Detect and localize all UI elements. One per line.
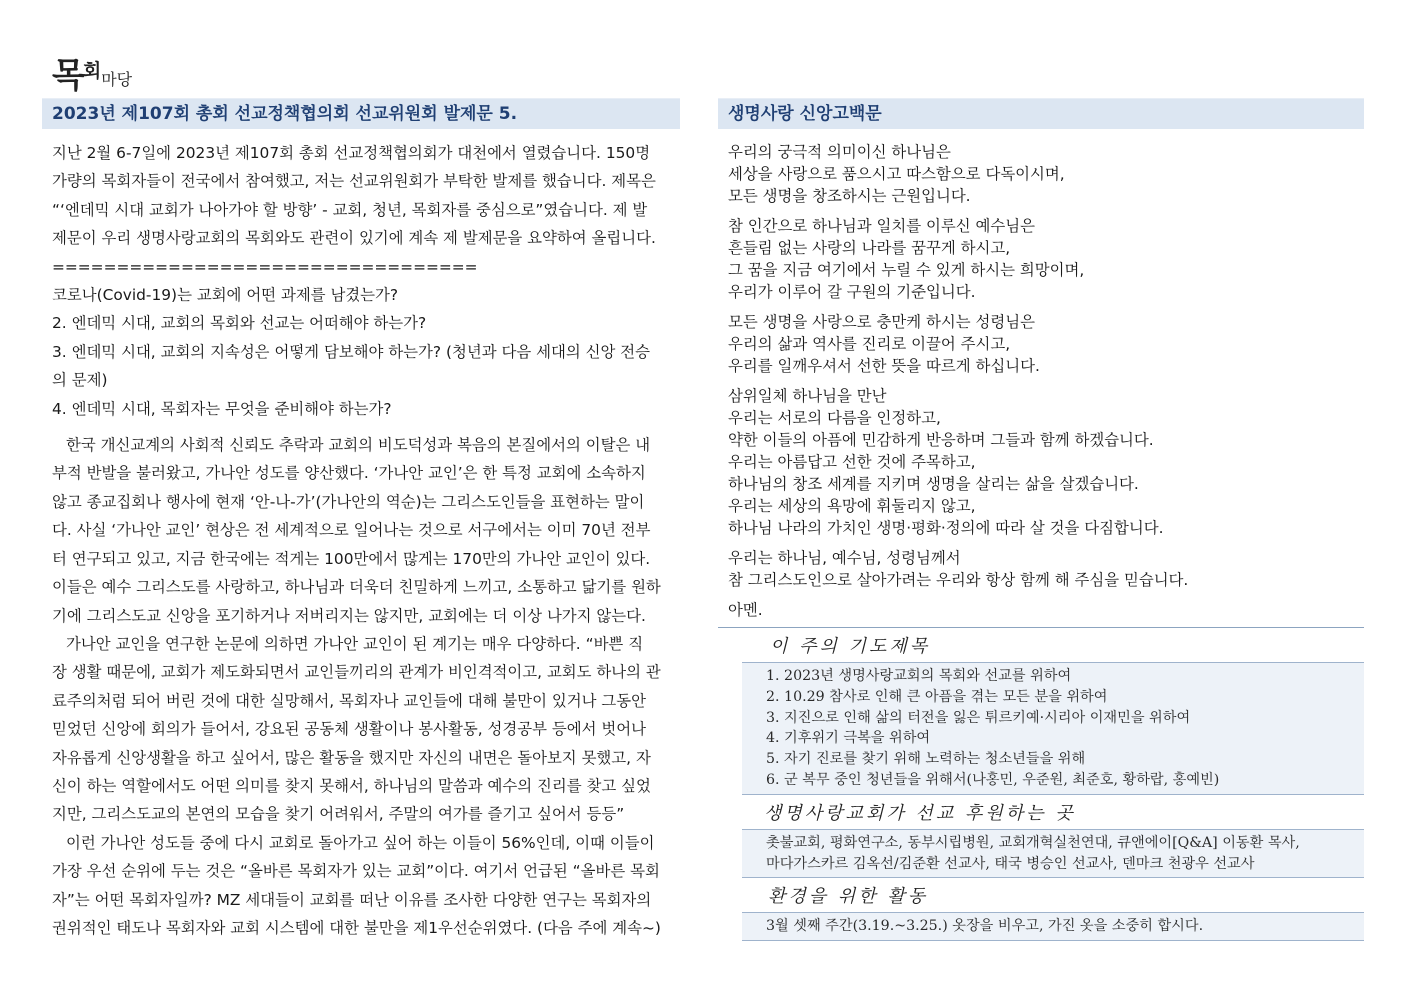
intro-line: 지난 2월 6-7일에 2023년 제107회 총회 선교정책협의회가 대천에서 열렸습니다. 150명 — [52, 144, 651, 162]
para2-line: 신이 하는 역할에서도 어떤 의미를 찾지 못해서, 하나님의 말씀과 예수의 진리를 찾고 싶었 — [52, 776, 651, 795]
mission-title: 생명사랑교회가 선교 후원하는 곳 — [764, 802, 1076, 824]
creed-line: 우리는 하나님, 예수님, 성령님께서 — [728, 549, 961, 567]
para1-line: 다. 사실 ‘가나안 교인’ 현상은 전 세계적으로 일어나는 것으로 서구에서는 이미 70년 전부 — [52, 521, 651, 540]
para2-line: 믿었던 신앙에 회의가 들어서, 강요된 공동체 생활이나 봉사활동, 성경공부 등에서 벗어나 — [52, 720, 646, 739]
creed-line: 흔들림 없는 사랑의 나라를 꿈꾸게 하시고, — [728, 239, 1011, 257]
right-column — [718, 98, 1364, 941]
question-line: 코로나(Covid-19)는 교회에 어떤 과제를 남겼는가? — [52, 286, 399, 305]
question-line: 의 문제) — [52, 371, 108, 390]
question-line: 4. 엔데믹 시대, 목회자는 무엇을 준비해야 하는가? — [52, 399, 392, 418]
prayer-item: 2. 10.29 참사로 인해 큰 아픔을 겪는 모든 분을 위하여 — [766, 688, 1108, 705]
creed-amen — [728, 599, 1364, 621]
para2-line: 자유롭게 신앙생활을 하고 싶어서, 많은 활동을 했지만 자신의 내면은 돌아보지 못했고, 자 — [52, 748, 651, 767]
creed-line: 약한 이들의 아픔에 민감하게 반응하며 그들과 함께 하겠습니다. — [728, 431, 1154, 449]
environment-item: 3월 셋째 주간(3.19.~3.25.) 옷장을 비우고, 가진 옷을 소중히 합시다. — [766, 918, 1204, 935]
creed-line: 삼위일체 하나님을 만난 — [728, 387, 887, 405]
mission-box — [718, 795, 1364, 879]
intro-line: “‘엔데믹 시대 교회가 나아가야 할 방향’ - 교회, 청년, 목회자를 중심으로”였습니다. 제 발 — [52, 200, 648, 219]
creed-stanza — [728, 385, 1364, 539]
left-column — [42, 98, 680, 942]
question-line: 2. 엔데믹 시대, 교회의 목회와 선교는 어떠해야 하는가? — [52, 314, 427, 333]
creed-line: 우리는 서로의 다름을 인정하고, — [728, 409, 941, 427]
intro-line: 제문이 우리 생명사랑교회의 목회와도 관련이 있기에 계속 제 발제문을 요약하여 올립니다. — [52, 229, 656, 248]
environment-list — [742, 912, 1364, 941]
creed-stanza — [728, 215, 1364, 303]
left-body — [42, 139, 680, 942]
creed-line: 그 꿈을 지금 여기에서 누릴 수 있게 하시는 희망이며, — [728, 261, 1085, 279]
left-section-heading: 2023년 제107회 총회 선교정책협의회 선교위원회 발제문 5. — [42, 98, 680, 129]
prayer-box — [718, 627, 1364, 795]
mission-list — [742, 829, 1364, 879]
prayer-list — [742, 662, 1364, 795]
para1-line: 터 연구되고 있고, 지금 한국에는 적게는 100만에서 많게는 170만의 가나안 교인이 있다. — [52, 549, 651, 568]
creed-line: 우리를 일깨우셔서 선한 뜻을 따르게 하십니다. — [728, 357, 1040, 375]
para2-line: 지만, 그리스도교의 본연의 모습을 찾기 어려워서, 주말의 여가를 즐기고 싶어서 등등” — [52, 805, 625, 824]
creed-body — [718, 141, 1364, 621]
para2-line: 료주의처럼 되어 버린 것에 대한 실망해서, 목회자나 교인들에 대해 불만이 있거나 그동안 — [52, 691, 646, 710]
prayer-item: 1. 2023년 생명사랑교회의 목회와 선교를 위하여 — [766, 668, 1072, 684]
creed-line: 우리는 아름답고 선한 것에 주목하고, — [728, 453, 976, 471]
para2-line: 장 생활 때문에, 교회가 제도화되면서 교인들끼리의 관계가 비인격적이고, 교회도 하나의 관 — [52, 663, 661, 682]
mission-item: 촛불교회, 평화연구소, 동부시립병원, 교회개혁실천연대, 큐앤에이[Q&A] 이동환 목사, — [766, 834, 1300, 851]
prayer-item: 6. 군 복무 중인 청년들을 위해서(나홍민, 우준원, 최준호, 황하랍, 홍예빈) — [766, 771, 1220, 788]
environment-box — [718, 878, 1364, 941]
logo-char-hoe: 회 — [82, 60, 102, 82]
creed-line: 우리의 삶과 역사를 진리로 이끌어 주시고, — [728, 335, 1011, 353]
prayer-title: 이 주의 기도제목 — [770, 636, 931, 657]
column-logo — [52, 48, 132, 98]
para3-line: 이런 가나안 성도들 중에 다시 교회로 돌아가고 싶어 하는 이들이 56%인데, 이때 이들이 — [66, 833, 655, 852]
prayer-item: 4. 기후위기 극복을 위하여 — [766, 730, 931, 747]
creed-line: 세상을 사랑으로 품으시고 따스함으로 다독이시며, — [728, 165, 1065, 183]
prayer-item: 3. 지진으로 인해 삶의 터전을 잃은 튀르키예·시리아 이재민을 위하여 — [766, 709, 1191, 726]
para1-line: 않고 종교집회나 행사에 현재 ‘안-나-가’(가나안의 역순)는 그리스도인들을 표현하는 말이 — [52, 492, 645, 511]
para3-line: 권위적인 태도나 목회자와 교회 시스템에 대한 불만을 제1우선순위였다. (다음 주에 계속~) — [52, 918, 661, 937]
question-line: 3. 엔데믹 시대, 교회의 지속성은 어떻게 담보해야 하는가? (청년과 다음 세대의 신앙 전승 — [52, 342, 650, 361]
para1-line: 이들은 예수 그리스도를 사랑하고, 하나님과 더욱더 친밀하게 느끼고, 소통하고 닮기를 원하 — [52, 578, 661, 597]
mission-item: 마다가스카르 김옥선/김준환 선교사, 태국 병승인 선교사, 덴마크 천광우 선교사 — [766, 855, 1255, 872]
creed-line: 우리는 세상의 욕망에 휘둘리지 않고, — [728, 497, 976, 515]
creed-line: 하나님 나라의 가치인 생명·평화·정의에 따라 살 것을 다짐합니다. — [728, 519, 1164, 537]
para1-line: 기에 그리스도교 신앙을 포기하거나 저버리지는 않지만, 교회에는 더 이상 나가지 않는다. — [52, 606, 646, 625]
creed-line: 모든 생명을 창조하시는 근원입니다. — [728, 187, 971, 205]
creed-line: 아멘. — [728, 601, 763, 619]
intro-line: 가량의 목회자들이 전국에서 참여했고, 저는 선교위원회가 부탁한 발제를 했습니다. 제목은 — [52, 172, 656, 191]
para2-line: 가나안 교인을 연구한 논문에 의하면 가나안 교인이 된 계기는 매우 다양하다. “바쁜 직 — [66, 634, 644, 653]
creed-stanza — [728, 141, 1364, 207]
creed-line: 우리의 궁극적 의미이신 하나님은 — [728, 143, 951, 161]
creed-line: 하나님의 창조 세계를 지키며 생명을 살리는 삶을 살겠습니다. — [728, 475, 1139, 493]
creed-line: 우리가 이루어 갈 구원의 기준입니다. — [728, 283, 976, 301]
logo-char-mok: 목 — [52, 56, 83, 96]
creed-stanza — [728, 311, 1364, 377]
para1-line: 한국 개신교계의 사회적 신뢰도 추락과 교회의 비도덕성과 복음의 본질에서의 이탈은 내 — [66, 436, 651, 455]
prayer-item: 5. 자기 진로를 찾기 위해 노력하는 청소년들을 위해 — [766, 751, 1086, 768]
creed-line: 참 인간으로 하나님과 일치를 이루신 예수님은 — [728, 217, 1035, 235]
logo-madang: 마당 — [101, 70, 133, 89]
separator-line: ================================= — [52, 257, 478, 276]
para3-line: 가장 우선 순위에 두는 것은 “올바른 목회자가 있는 교회”이다. 여기서 언급된 “올바른 목회 — [52, 862, 660, 881]
right-section-heading: 생명사랑 신앙고백문 — [718, 98, 1364, 129]
para1-line: 부적 반발을 불러왔고, 가나안 성도를 양산했다. ‘가나안 교인’은 한 특정 교회에 소속하지 — [52, 464, 646, 483]
environment-title: 환경을 위한 활동 — [768, 886, 929, 908]
creed-line: 참 그리스도인으로 살아가려는 우리와 항상 함께 해 주심을 믿습니다. — [728, 571, 1189, 589]
creed-line: 모든 생명을 사랑으로 충만케 하시는 성령님은 — [728, 313, 1035, 331]
creed-stanza — [728, 547, 1364, 591]
para3-line: 자”는 어떤 목회자일까? MZ 세대들이 교회를 떠난 이유를 조사한 다양한 연구는 목회자의 — [52, 890, 652, 909]
